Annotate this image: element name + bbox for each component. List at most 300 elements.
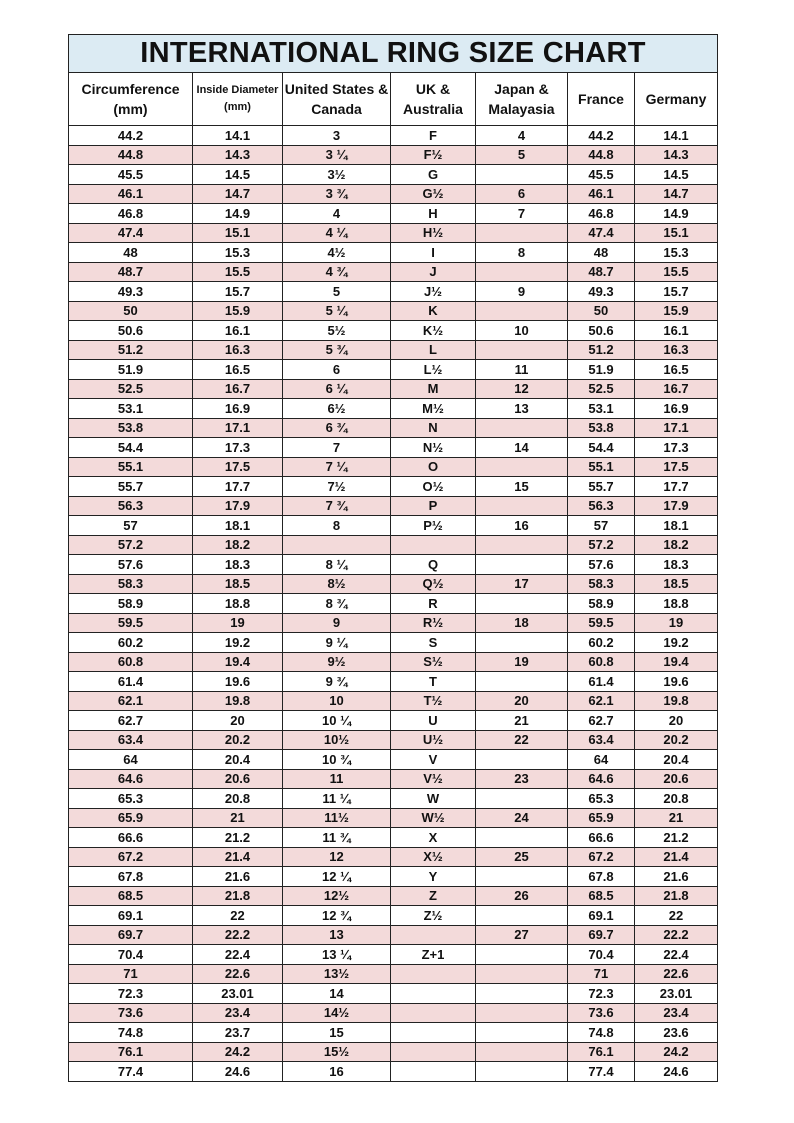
cell-inside-diameter: 17.1 [193,418,283,438]
cell-us-canada: 12 [283,847,391,867]
cell-inside-diameter: 18.8 [193,594,283,614]
cell-circumference: 76.1 [69,1042,193,1062]
cell-us-canada: 16 [283,1062,391,1082]
cell-france: 62.1 [568,691,635,711]
cell-circumference: 70.4 [69,945,193,965]
table-row [69,282,718,302]
cell-france: 73.6 [568,1003,635,1023]
cell-us-canada: 6 [283,360,391,380]
cell-us-canada: 9 ¾ [283,672,391,692]
cell-germany: 14.3 [635,145,718,165]
cell-uk-australia: J½ [391,282,476,302]
cell-us-canada: 15½ [283,1042,391,1062]
cell-uk-australia [391,1023,476,1043]
cell-germany: 15.3 [635,243,718,263]
table-row [69,301,718,321]
cell-inside-diameter: 14.7 [193,184,283,204]
cell-france: 77.4 [568,1062,635,1082]
cell-germany: 24.6 [635,1062,718,1082]
cell-uk-australia: X [391,828,476,848]
cell-germany: 17.5 [635,457,718,477]
cell-inside-diameter: 18.3 [193,555,283,575]
cell-uk-australia [391,984,476,1004]
cell-us-canada: 5½ [283,321,391,341]
cell-circumference: 53.8 [69,418,193,438]
table-row [69,867,718,887]
table-row [69,574,718,594]
cell-inside-diameter: 16.9 [193,399,283,419]
cell-circumference: 68.5 [69,886,193,906]
cell-japan-malayasia [476,496,568,516]
table-row [69,438,718,458]
cell-japan-malayasia: 5 [476,145,568,165]
cell-us-canada: 7 ¼ [283,457,391,477]
table-row [69,457,718,477]
cell-germany: 15.7 [635,282,718,302]
cell-france: 58.3 [568,574,635,594]
cell-germany: 18.5 [635,574,718,594]
cell-circumference: 57 [69,516,193,536]
cell-circumference: 65.9 [69,808,193,828]
cell-circumference: 51.2 [69,340,193,360]
cell-inside-diameter: 15.3 [193,243,283,263]
cell-germany: 17.1 [635,418,718,438]
header-france: France [568,73,635,126]
cell-us-canada: 13 ¼ [283,945,391,965]
cell-inside-diameter: 16.1 [193,321,283,341]
cell-uk-australia: Z+1 [391,945,476,965]
cell-us-canada: 8 ¼ [283,555,391,575]
cell-uk-australia: Z [391,886,476,906]
cell-us-canada: 8 [283,516,391,536]
cell-japan-malayasia: 11 [476,360,568,380]
cell-france: 60.2 [568,633,635,653]
cell-france: 56.3 [568,496,635,516]
cell-uk-australia: G [391,165,476,185]
cell-us-canada: 3 ¾ [283,184,391,204]
cell-inside-diameter: 23.4 [193,1003,283,1023]
cell-germany: 21.2 [635,828,718,848]
cell-japan-malayasia: 16 [476,516,568,536]
cell-us-canada: 11 ¼ [283,789,391,809]
cell-inside-diameter: 14.9 [193,204,283,224]
cell-germany: 23.4 [635,1003,718,1023]
cell-circumference: 44.8 [69,145,193,165]
cell-uk-australia: F½ [391,145,476,165]
cell-germany: 19.4 [635,652,718,672]
cell-inside-diameter: 17.9 [193,496,283,516]
cell-france: 53.1 [568,399,635,419]
cell-circumference: 50 [69,301,193,321]
table-row [69,828,718,848]
cell-france: 61.4 [568,672,635,692]
cell-france: 57.6 [568,555,635,575]
cell-us-canada: 7 [283,438,391,458]
cell-circumference: 49.3 [69,282,193,302]
cell-uk-australia [391,1003,476,1023]
cell-uk-australia: M½ [391,399,476,419]
cell-uk-australia: W½ [391,808,476,828]
table-row [69,711,718,731]
table-row [69,984,718,1004]
cell-germany: 14.5 [635,165,718,185]
cell-us-canada: 3½ [283,165,391,185]
table-row [69,789,718,809]
cell-germany: 15.1 [635,223,718,243]
cell-japan-malayasia: 7 [476,204,568,224]
cell-japan-malayasia: 23 [476,769,568,789]
cell-france: 55.7 [568,477,635,497]
cell-circumference: 66.6 [69,828,193,848]
table-row [69,535,718,555]
cell-uk-australia: T [391,672,476,692]
cell-france: 69.7 [568,925,635,945]
table-row [69,594,718,614]
cell-japan-malayasia: 10 [476,321,568,341]
table-row [69,925,718,945]
cell-japan-malayasia [476,165,568,185]
cell-us-canada: 4 ¼ [283,223,391,243]
cell-circumference: 44.2 [69,126,193,146]
cell-japan-malayasia: 9 [476,282,568,302]
cell-japan-malayasia [476,340,568,360]
cell-france: 59.5 [568,613,635,633]
cell-circumference: 62.1 [69,691,193,711]
cell-circumference: 45.5 [69,165,193,185]
header-inside-diameter: Inside Diameter (mm) [193,73,283,126]
cell-circumference: 72.3 [69,984,193,1004]
header-row [69,73,718,126]
table-row [69,340,718,360]
cell-germany: 22.4 [635,945,718,965]
cell-france: 53.8 [568,418,635,438]
cell-inside-diameter: 20.8 [193,789,283,809]
cell-us-canada: 13 [283,925,391,945]
table-row [69,262,718,282]
cell-germany: 14.7 [635,184,718,204]
cell-us-canada: 10½ [283,730,391,750]
cell-japan-malayasia: 18 [476,613,568,633]
cell-circumference: 59.5 [69,613,193,633]
cell-japan-malayasia [476,867,568,887]
cell-circumference: 46.1 [69,184,193,204]
cell-france: 62.7 [568,711,635,731]
cell-uk-australia: S [391,633,476,653]
cell-circumference: 53.1 [69,399,193,419]
cell-germany: 14.1 [635,126,718,146]
cell-france: 54.4 [568,438,635,458]
cell-us-canada: 3 ¼ [283,145,391,165]
cell-inside-diameter: 16.5 [193,360,283,380]
cell-germany: 16.1 [635,321,718,341]
cell-france: 55.1 [568,457,635,477]
cell-uk-australia: V½ [391,769,476,789]
cell-germany: 17.3 [635,438,718,458]
cell-uk-australia: H½ [391,223,476,243]
table-row [69,652,718,672]
cell-france: 64 [568,750,635,770]
cell-circumference: 71 [69,964,193,984]
cell-japan-malayasia [476,301,568,321]
cell-france: 45.5 [568,165,635,185]
cell-circumference: 47.4 [69,223,193,243]
cell-germany: 18.1 [635,516,718,536]
cell-uk-australia [391,964,476,984]
cell-inside-diameter: 19.2 [193,633,283,653]
cell-inside-diameter: 19.8 [193,691,283,711]
ring-size-table [68,34,718,1082]
cell-japan-malayasia [476,1042,568,1062]
cell-circumference: 61.4 [69,672,193,692]
cell-japan-malayasia: 12 [476,379,568,399]
cell-us-canada: 10 ¾ [283,750,391,770]
table-row [69,730,718,750]
cell-france: 48 [568,243,635,263]
table-row [69,1023,718,1043]
cell-uk-australia [391,1042,476,1062]
table-row [69,672,718,692]
cell-circumference: 48.7 [69,262,193,282]
cell-inside-diameter: 20.6 [193,769,283,789]
table-row [69,945,718,965]
cell-circumference: 74.8 [69,1023,193,1043]
cell-circumference: 63.4 [69,730,193,750]
table-row [69,418,718,438]
cell-uk-australia [391,535,476,555]
table-row [69,555,718,575]
cell-france: 57.2 [568,535,635,555]
cell-inside-diameter: 19.6 [193,672,283,692]
cell-france: 52.5 [568,379,635,399]
cell-uk-australia: V [391,750,476,770]
cell-us-canada: 9 ¼ [283,633,391,653]
table-row [69,321,718,341]
cell-japan-malayasia [476,750,568,770]
cell-us-canada: 9 [283,613,391,633]
cell-us-canada: 11½ [283,808,391,828]
cell-uk-australia [391,1062,476,1082]
cell-germany: 23.01 [635,984,718,1004]
table-row [69,165,718,185]
cell-uk-australia: R½ [391,613,476,633]
cell-france: 47.4 [568,223,635,243]
cell-japan-malayasia: 24 [476,808,568,828]
cell-japan-malayasia [476,1023,568,1043]
cell-germany: 22 [635,906,718,926]
cell-japan-malayasia: 26 [476,886,568,906]
cell-inside-diameter: 15.1 [193,223,283,243]
cell-uk-australia: K [391,301,476,321]
table-row [69,691,718,711]
cell-germany: 16.3 [635,340,718,360]
cell-uk-australia: T½ [391,691,476,711]
cell-uk-australia: J [391,262,476,282]
cell-us-canada: 9½ [283,652,391,672]
cell-japan-malayasia [476,633,568,653]
cell-uk-australia: H [391,204,476,224]
table-row [69,399,718,419]
cell-uk-australia: N½ [391,438,476,458]
cell-uk-australia: Z½ [391,906,476,926]
cell-circumference: 51.9 [69,360,193,380]
table-row [69,847,718,867]
cell-circumference: 54.4 [69,438,193,458]
table-row [69,750,718,770]
cell-circumference: 46.8 [69,204,193,224]
table-row [69,204,718,224]
header-germany: Germany [635,73,718,126]
cell-uk-australia: L [391,340,476,360]
cell-inside-diameter: 21.4 [193,847,283,867]
cell-uk-australia [391,925,476,945]
cell-us-canada: 13½ [283,964,391,984]
cell-uk-australia: N [391,418,476,438]
cell-france: 51.9 [568,360,635,380]
cell-inside-diameter: 24.6 [193,1062,283,1082]
cell-germany: 18.2 [635,535,718,555]
cell-us-canada: 11 ¾ [283,828,391,848]
cell-germany: 21 [635,808,718,828]
cell-germany: 20.8 [635,789,718,809]
header-circumference: Circumference (mm) [69,73,193,126]
cell-inside-diameter: 23.7 [193,1023,283,1043]
cell-france: 46.8 [568,204,635,224]
header-japan-malayasia: Japan & Malayasia [476,73,568,126]
cell-circumference: 57.6 [69,555,193,575]
cell-inside-diameter: 16.3 [193,340,283,360]
cell-us-canada: 5 [283,282,391,302]
table-row [69,1042,718,1062]
cell-japan-malayasia: 21 [476,711,568,731]
cell-france: 66.6 [568,828,635,848]
cell-inside-diameter: 19.4 [193,652,283,672]
cell-inside-diameter: 22 [193,906,283,926]
cell-uk-australia: Y [391,867,476,887]
cell-japan-malayasia [476,555,568,575]
cell-inside-diameter: 21.6 [193,867,283,887]
table-row [69,964,718,984]
cell-germany: 19.2 [635,633,718,653]
cell-japan-malayasia [476,906,568,926]
cell-inside-diameter: 17.7 [193,477,283,497]
cell-france: 51.2 [568,340,635,360]
cell-circumference: 62.7 [69,711,193,731]
table-row [69,1003,718,1023]
cell-france: 72.3 [568,984,635,1004]
cell-us-canada: 14½ [283,1003,391,1023]
table-row [69,360,718,380]
cell-germany: 22.2 [635,925,718,945]
cell-inside-diameter: 21.8 [193,886,283,906]
cell-germany: 20.6 [635,769,718,789]
table-row [69,243,718,263]
cell-japan-malayasia [476,1062,568,1082]
cell-germany: 18.8 [635,594,718,614]
cell-circumference: 60.8 [69,652,193,672]
cell-uk-australia: R [391,594,476,614]
cell-germany: 21.8 [635,886,718,906]
cell-germany: 16.5 [635,360,718,380]
cell-uk-australia: G½ [391,184,476,204]
cell-japan-malayasia [476,594,568,614]
cell-japan-malayasia: 22 [476,730,568,750]
cell-inside-diameter: 18.2 [193,535,283,555]
cell-japan-malayasia [476,672,568,692]
cell-japan-malayasia [476,945,568,965]
cell-france: 57 [568,516,635,536]
cell-germany: 17.9 [635,496,718,516]
cell-circumference: 55.7 [69,477,193,497]
cell-circumference: 69.1 [69,906,193,926]
cell-inside-diameter: 18.5 [193,574,283,594]
cell-france: 68.5 [568,886,635,906]
cell-us-canada: 7½ [283,477,391,497]
cell-germany: 16.9 [635,399,718,419]
cell-us-canada: 6 ¼ [283,379,391,399]
cell-france: 48.7 [568,262,635,282]
cell-france: 76.1 [568,1042,635,1062]
cell-germany: 20 [635,711,718,731]
table-body [69,126,718,1082]
cell-uk-australia: W [391,789,476,809]
cell-france: 65.3 [568,789,635,809]
cell-france: 65.9 [568,808,635,828]
cell-france: 46.1 [568,184,635,204]
cell-germany: 20.2 [635,730,718,750]
cell-japan-malayasia: 8 [476,243,568,263]
cell-japan-malayasia: 17 [476,574,568,594]
cell-us-canada: 8½ [283,574,391,594]
cell-inside-diameter: 15.9 [193,301,283,321]
cell-japan-malayasia [476,828,568,848]
cell-us-canada: 6 ¾ [283,418,391,438]
cell-france: 67.2 [568,847,635,867]
cell-inside-diameter: 17.5 [193,457,283,477]
cell-inside-diameter: 22.6 [193,964,283,984]
cell-germany: 20.4 [635,750,718,770]
cell-japan-malayasia [476,262,568,282]
cell-us-canada: 4 ¾ [283,262,391,282]
cell-circumference: 67.8 [69,867,193,887]
cell-japan-malayasia [476,984,568,1004]
cell-inside-diameter: 21.2 [193,828,283,848]
cell-japan-malayasia [476,1003,568,1023]
cell-circumference: 64 [69,750,193,770]
cell-inside-diameter: 18.1 [193,516,283,536]
cell-uk-australia: K½ [391,321,476,341]
cell-germany: 23.6 [635,1023,718,1043]
cell-japan-malayasia [476,418,568,438]
cell-japan-malayasia: 4 [476,126,568,146]
cell-us-canada: 6½ [283,399,391,419]
cell-circumference: 73.6 [69,1003,193,1023]
cell-france: 71 [568,964,635,984]
cell-inside-diameter: 14.1 [193,126,283,146]
cell-uk-australia: O½ [391,477,476,497]
cell-france: 58.9 [568,594,635,614]
cell-germany: 19.8 [635,691,718,711]
cell-germany: 19 [635,613,718,633]
cell-circumference: 48 [69,243,193,263]
cell-circumference: 52.5 [69,379,193,399]
cell-us-canada: 10 [283,691,391,711]
cell-inside-diameter: 15.7 [193,282,283,302]
cell-germany: 16.7 [635,379,718,399]
cell-japan-malayasia: 25 [476,847,568,867]
header-united-states-canada: United States & Canada [283,73,391,126]
cell-france: 69.1 [568,906,635,926]
cell-circumference: 58.9 [69,594,193,614]
